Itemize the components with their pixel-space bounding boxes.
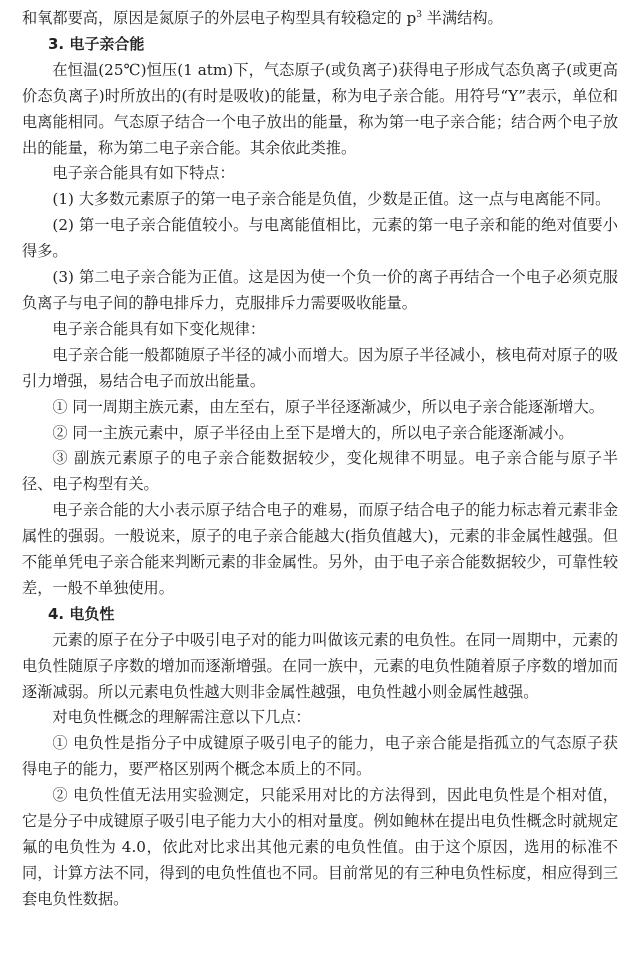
feature-item: (1) 大多数元素原子的第一电子亲合能是负值，少数是正值。这一点与电离能不同。 bbox=[52, 190, 611, 209]
document-page bbox=[22, 6, 618, 913]
section-4-heading: 4. 电负性 bbox=[48, 604, 115, 623]
rules-general: 电子亲合能一般都随原子半径的减小而增大。因为原子半径减小，核电荷对原子的吸引力增强，易结合电子而放出能量。 bbox=[22, 345, 618, 390]
significance-paragraph: 电子亲合能的大小表示原子结合电子的难易，而原子结合电子的能力标志着元素非金属性的强弱。一般说来，原子的电子亲合能越大(指负值越大)，元素的非金属性越强。但不能单凭电子亲合能来判断元素的非金属性。另外，由于电子亲合能数据较少，可靠性较差，一般不单独使用。 bbox=[22, 501, 618, 597]
note-item: ① 电负性是指分子中成键原子吸引电子的能力，电子亲合能是指孤立的气态原子获得电子的能力，要严格区别两个概念本质上的不同。 bbox=[22, 734, 618, 779]
intro-text: 和氧都要高，原因是氮原子的外层电子构型具有较稳定的 p bbox=[22, 9, 417, 27]
electron-affinity-definition: 在恒温(25℃)恒压(1 atm)下，气态原子(或负离子)获得电子形成气态负离子(或更高价态负离子)时所放出的(有时是吸收)的能量，称为电子亲合能。用符号“Y”表示，单位和电离能相同。气态原子结合一个电子放出的能量，称为第一电子亲合能；结合两个电子放出的能量，称为第二电子亲合能。其余依此类推。 bbox=[22, 60, 618, 157]
feature-item: (2) 第一电子亲合能值较小。与电离能值相比，元素的第一电子亲和能的绝对值要小得多。 bbox=[22, 216, 618, 261]
feature-item: (3) 第二电子亲合能为正值。这是因为使一个负一价的离子再结合一个电子必须克服负离子与电子间的静电排斥力，克服排斥力需要吸收能量。 bbox=[22, 268, 618, 312]
intro-text-end: 半满结构。 bbox=[421, 9, 503, 27]
rule-item: ② 同一主族元素中，原子半径由上至下是增大的，所以电子亲合能逐渐减小。 bbox=[52, 423, 574, 442]
superscript-3: 3 bbox=[416, 10, 422, 20]
note-item: ② 电负性值无法用实验测定，只能采用对比的方法得到，因此电负性是个相对值，它是分子中成键原子吸引电子能力大小的相对量度。例如鲍林在提出电负性概念时就规定氟的电负性为 4.0，依此对比求出其他元素的电负性值。由于这个原因，选用的标准不同，计算方法不同，得到的电负性值也不同。目前常见的有三种电负性标度，相应得到三套电负性数据。 bbox=[22, 786, 618, 908]
intro-paragraph bbox=[22, 6, 618, 32]
rule-item: ① 同一周期主族元素，由左至右，原子半径逐渐减少，所以电子亲合能逐渐增大。 bbox=[52, 397, 604, 416]
electronegativity-definition: 元素的原子在分子中吸引电子对的能力叫做该元素的电负性。在同一周期中，元素的电负性随原子序数的增加而逐渐增强。在同一族中，元素的电负性随着原子序数的增加而逐渐减弱。所以元素电负性越大则非金属性越强，电负性越小则金属性越强。 bbox=[22, 630, 618, 701]
section-3-heading: 3. 电子亲合能 bbox=[48, 34, 145, 53]
rule-item: ③ 副族元素原子的电子亲合能数据较少，变化规律不明显。电子亲合能与原子半径、电子构型有关。 bbox=[22, 449, 618, 494]
rules-intro: 电子亲合能具有如下变化规律： bbox=[52, 319, 266, 338]
notes-intro: 对电负性概念的理解需注意以下几点： bbox=[52, 708, 311, 727]
features-intro: 电子亲合能具有如下特点： bbox=[52, 164, 235, 183]
